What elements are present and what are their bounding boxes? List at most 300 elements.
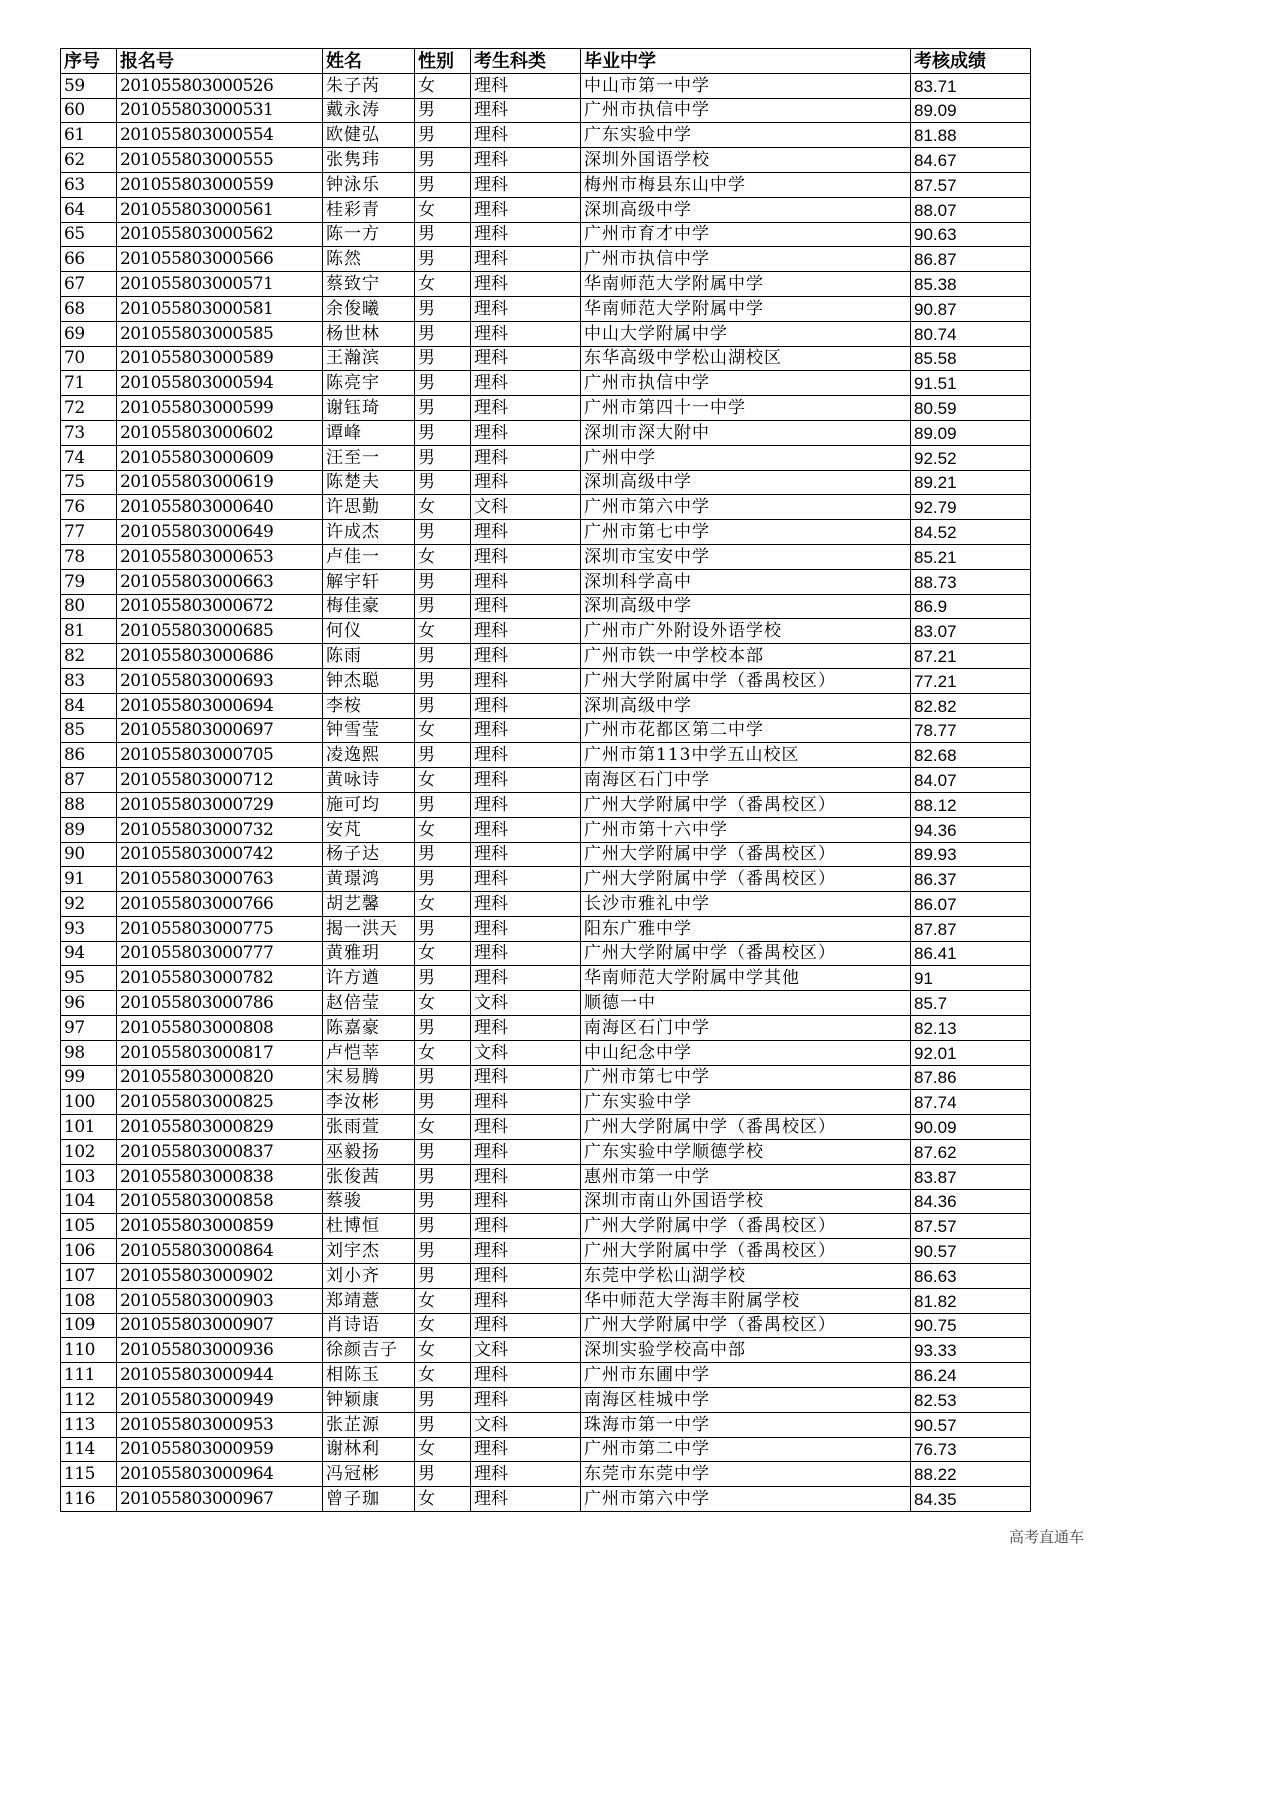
cell-name: 卢佳一 [323, 544, 415, 569]
cell-score: 87.87 [911, 916, 1031, 941]
cell-registration-no: 201055803000672 [117, 594, 323, 619]
cell-subject-type: 理科 [471, 867, 581, 892]
cell-serial: 75 [61, 470, 117, 495]
cell-school: 阳东广雅中学 [581, 916, 911, 941]
table-row [61, 445, 1031, 470]
cell-school: 广州大学附属中学（番禺校区） [581, 867, 911, 892]
header-score: 考核成绩 [911, 49, 1031, 74]
cell-serial: 69 [61, 321, 117, 346]
cell-subject-type: 理科 [471, 718, 581, 743]
cell-school: 东华高级中学松山湖校区 [581, 346, 911, 371]
cell-subject-type: 理科 [471, 1016, 581, 1041]
cell-gender: 男 [415, 371, 471, 396]
cell-gender: 男 [415, 1189, 471, 1214]
table-row [61, 296, 1031, 321]
header-serial: 序号 [61, 49, 117, 74]
cell-serial: 79 [61, 569, 117, 594]
cell-score: 84.67 [911, 148, 1031, 173]
cell-name: 汪至一 [323, 445, 415, 470]
cell-registration-no: 201055803000766 [117, 892, 323, 917]
cell-school: 东莞市东莞中学 [581, 1462, 911, 1487]
cell-school: 深圳高级中学 [581, 693, 911, 718]
cell-name: 陈一方 [323, 222, 415, 247]
cell-registration-no: 201055803000640 [117, 495, 323, 520]
cell-school: 中山市第一中学 [581, 73, 911, 98]
cell-gender: 男 [415, 172, 471, 197]
cell-score: 89.93 [911, 842, 1031, 867]
cell-registration-no: 201055803000653 [117, 544, 323, 569]
cell-score: 78.77 [911, 718, 1031, 743]
cell-subject-type: 理科 [471, 1239, 581, 1264]
cell-score: 86.07 [911, 892, 1031, 917]
cell-name: 揭一洪天 [323, 916, 415, 941]
cell-gender: 女 [415, 718, 471, 743]
cell-subject-type: 文科 [471, 1338, 581, 1363]
cell-registration-no: 201055803000967 [117, 1487, 323, 1512]
cell-subject-type: 理科 [471, 296, 581, 321]
cell-name: 张芷源 [323, 1412, 415, 1437]
cell-gender: 男 [415, 470, 471, 495]
cell-gender: 男 [415, 668, 471, 693]
cell-name: 陈楚夫 [323, 470, 415, 495]
cell-score: 90.63 [911, 222, 1031, 247]
cell-gender: 男 [415, 520, 471, 545]
cell-name: 蔡骏 [323, 1189, 415, 1214]
cell-name: 胡艺馨 [323, 892, 415, 917]
cell-registration-no: 201055803000555 [117, 148, 323, 173]
cell-subject-type: 理科 [471, 396, 581, 421]
cell-score: 77.21 [911, 668, 1031, 693]
cell-serial: 67 [61, 272, 117, 297]
cell-registration-no: 201055803000964 [117, 1462, 323, 1487]
cell-gender: 女 [415, 197, 471, 222]
cell-subject-type: 理科 [471, 1462, 581, 1487]
cell-school: 广州市第十六中学 [581, 817, 911, 842]
cell-serial: 60 [61, 98, 117, 123]
cell-school: 广州市第二中学 [581, 1437, 911, 1462]
cell-score: 87.57 [911, 1214, 1031, 1239]
cell-name: 巫毅扬 [323, 1140, 415, 1165]
cell-school: 广州市第六中学 [581, 1487, 911, 1512]
cell-subject-type: 理科 [471, 693, 581, 718]
table-row [61, 1437, 1031, 1462]
cell-school: 南海区石门中学 [581, 768, 911, 793]
cell-score: 88.22 [911, 1462, 1031, 1487]
cell-subject-type: 理科 [471, 1363, 581, 1388]
cell-subject-type: 理科 [471, 371, 581, 396]
cell-school: 广东实验中学 [581, 123, 911, 148]
cell-serial: 115 [61, 1462, 117, 1487]
cell-subject-type: 理科 [471, 544, 581, 569]
cell-subject-type: 理科 [471, 470, 581, 495]
cell-gender: 男 [415, 123, 471, 148]
cell-serial: 81 [61, 619, 117, 644]
cell-school: 华南师范大学附属中学 [581, 296, 911, 321]
table-row [61, 123, 1031, 148]
cell-name: 赵倍莹 [323, 991, 415, 1016]
cell-serial: 113 [61, 1412, 117, 1437]
cell-subject-type: 理科 [471, 743, 581, 768]
cell-name: 朱子芮 [323, 73, 415, 98]
cell-school: 广州市东圃中学 [581, 1363, 911, 1388]
cell-subject-type: 理科 [471, 668, 581, 693]
cell-name: 凌逸熙 [323, 743, 415, 768]
cell-name: 余俊曦 [323, 296, 415, 321]
cell-score: 90.09 [911, 1115, 1031, 1140]
cell-name: 黄雅玥 [323, 941, 415, 966]
table-row [61, 98, 1031, 123]
cell-school: 广州市执信中学 [581, 98, 911, 123]
cell-gender: 男 [415, 346, 471, 371]
cell-serial: 71 [61, 371, 117, 396]
cell-gender: 男 [415, 1239, 471, 1264]
cell-school: 广州大学附属中学（番禺校区） [581, 941, 911, 966]
cell-subject-type: 理科 [471, 1189, 581, 1214]
cell-registration-no: 201055803000838 [117, 1164, 323, 1189]
cell-serial: 105 [61, 1214, 117, 1239]
cell-registration-no: 201055803000858 [117, 1189, 323, 1214]
cell-school: 中山大学附属中学 [581, 321, 911, 346]
table-row [61, 1239, 1031, 1264]
cell-subject-type: 理科 [471, 346, 581, 371]
cell-gender: 男 [415, 1264, 471, 1289]
cell-gender: 男 [415, 1164, 471, 1189]
cell-registration-no: 201055803000903 [117, 1288, 323, 1313]
cell-name: 安芃 [323, 817, 415, 842]
cell-serial: 88 [61, 792, 117, 817]
cell-registration-no: 201055803000531 [117, 98, 323, 123]
table-row [61, 991, 1031, 1016]
cell-serial: 95 [61, 966, 117, 991]
cell-score: 91 [911, 966, 1031, 991]
cell-name: 黄咏诗 [323, 768, 415, 793]
cell-serial: 87 [61, 768, 117, 793]
cell-serial: 110 [61, 1338, 117, 1363]
cell-name: 桂彩青 [323, 197, 415, 222]
cell-gender: 男 [415, 644, 471, 669]
cell-serial: 76 [61, 495, 117, 520]
cell-name: 杜博恒 [323, 1214, 415, 1239]
cell-registration-no: 201055803000609 [117, 445, 323, 470]
cell-score: 85.7 [911, 991, 1031, 1016]
cell-name: 钟颖康 [323, 1388, 415, 1413]
table-row [61, 892, 1031, 917]
cell-gender: 男 [415, 693, 471, 718]
cell-serial: 90 [61, 842, 117, 867]
cell-score: 89.21 [911, 470, 1031, 495]
cell-score: 92.52 [911, 445, 1031, 470]
table-row [61, 569, 1031, 594]
cell-serial: 116 [61, 1487, 117, 1512]
cell-school: 广州市执信中学 [581, 371, 911, 396]
cell-serial: 66 [61, 247, 117, 272]
cell-subject-type: 理科 [471, 594, 581, 619]
cell-school: 深圳科学高中 [581, 569, 911, 594]
cell-registration-no: 201055803000571 [117, 272, 323, 297]
cell-subject-type: 文科 [471, 991, 581, 1016]
cell-registration-no: 201055803000859 [117, 1214, 323, 1239]
table-row [61, 1412, 1031, 1437]
table-row [61, 1016, 1031, 1041]
cell-registration-no: 201055803000693 [117, 668, 323, 693]
cell-gender: 女 [415, 619, 471, 644]
cell-serial: 62 [61, 148, 117, 173]
cell-name: 宋易腾 [323, 1065, 415, 1090]
cell-subject-type: 理科 [471, 916, 581, 941]
cell-score: 91.51 [911, 371, 1031, 396]
cell-gender: 男 [415, 1065, 471, 1090]
cell-registration-no: 201055803000561 [117, 197, 323, 222]
cell-name: 刘宇杰 [323, 1239, 415, 1264]
cell-serial: 97 [61, 1016, 117, 1041]
cell-serial: 94 [61, 941, 117, 966]
cell-subject-type: 理科 [471, 1313, 581, 1338]
table-row [61, 1388, 1031, 1413]
cell-serial: 64 [61, 197, 117, 222]
cell-school: 华南师范大学附属中学 [581, 272, 911, 297]
cell-name: 黄璟鸿 [323, 867, 415, 892]
cell-serial: 106 [61, 1239, 117, 1264]
cell-gender: 女 [415, 272, 471, 297]
table-row [61, 743, 1031, 768]
cell-serial: 114 [61, 1437, 117, 1462]
cell-gender: 女 [415, 941, 471, 966]
cell-gender: 女 [415, 817, 471, 842]
cell-school: 深圳市宝安中学 [581, 544, 911, 569]
cell-score: 84.52 [911, 520, 1031, 545]
cell-name: 许成杰 [323, 520, 415, 545]
cell-school: 顺德一中 [581, 991, 911, 1016]
cell-registration-no: 201055803000820 [117, 1065, 323, 1090]
cell-gender: 女 [415, 768, 471, 793]
cell-name: 许方遒 [323, 966, 415, 991]
cell-registration-no: 201055803000712 [117, 768, 323, 793]
table-row [61, 1214, 1031, 1239]
cell-gender: 女 [415, 1115, 471, 1140]
cell-subject-type: 理科 [471, 1090, 581, 1115]
cell-name: 陈雨 [323, 644, 415, 669]
table-row [61, 544, 1031, 569]
cell-school: 南海区桂城中学 [581, 1388, 911, 1413]
cell-serial: 61 [61, 123, 117, 148]
cell-score: 88.07 [911, 197, 1031, 222]
cell-subject-type: 理科 [471, 272, 581, 297]
table-row [61, 867, 1031, 892]
cell-name: 钟泳乐 [323, 172, 415, 197]
cell-serial: 101 [61, 1115, 117, 1140]
table-row [61, 272, 1031, 297]
cell-name: 张雨萱 [323, 1115, 415, 1140]
cell-name: 陈嘉豪 [323, 1016, 415, 1041]
cell-school: 梅州市梅县东山中学 [581, 172, 911, 197]
table-row [61, 346, 1031, 371]
header-name: 姓名 [323, 49, 415, 74]
cell-subject-type: 文科 [471, 1412, 581, 1437]
table-row [61, 321, 1031, 346]
cell-score: 84.36 [911, 1189, 1031, 1214]
cell-name: 许思勤 [323, 495, 415, 520]
cell-school: 长沙市雅礼中学 [581, 892, 911, 917]
cell-score: 86.87 [911, 247, 1031, 272]
cell-subject-type: 文科 [471, 495, 581, 520]
cell-gender: 女 [415, 892, 471, 917]
cell-school: 中山纪念中学 [581, 1040, 911, 1065]
cell-score: 84.07 [911, 768, 1031, 793]
cell-subject-type: 理科 [471, 768, 581, 793]
cell-score: 92.01 [911, 1040, 1031, 1065]
cell-subject-type: 理科 [471, 420, 581, 445]
cell-registration-no: 201055803000808 [117, 1016, 323, 1041]
header-gender: 性别 [415, 49, 471, 74]
cell-school: 广州市广外附设外语学校 [581, 619, 911, 644]
table-row [61, 693, 1031, 718]
cell-serial: 84 [61, 693, 117, 718]
cell-gender: 男 [415, 148, 471, 173]
cell-serial: 96 [61, 991, 117, 1016]
cell-name: 杨子达 [323, 842, 415, 867]
cell-name: 谢钰琦 [323, 396, 415, 421]
cell-registration-no: 201055803000705 [117, 743, 323, 768]
table-row [61, 1338, 1031, 1363]
cell-name: 陈亮宇 [323, 371, 415, 396]
table-row [61, 1164, 1031, 1189]
cell-gender: 男 [415, 916, 471, 941]
cell-name: 施可均 [323, 792, 415, 817]
cell-registration-no: 201055803000686 [117, 644, 323, 669]
cell-gender: 男 [415, 1140, 471, 1165]
cell-serial: 109 [61, 1313, 117, 1338]
cell-subject-type: 理科 [471, 619, 581, 644]
cell-serial: 92 [61, 892, 117, 917]
table-row [61, 1140, 1031, 1165]
cell-school: 深圳外国语学校 [581, 148, 911, 173]
cell-registration-no: 201055803000697 [117, 718, 323, 743]
cell-registration-no: 201055803000786 [117, 991, 323, 1016]
table-row [61, 1090, 1031, 1115]
cell-name: 蔡致宁 [323, 272, 415, 297]
cell-score: 85.21 [911, 544, 1031, 569]
candidate-table [60, 48, 1031, 1512]
cell-serial: 93 [61, 916, 117, 941]
cell-school: 广州市第六中学 [581, 495, 911, 520]
cell-subject-type: 理科 [471, 321, 581, 346]
cell-name: 李桉 [323, 693, 415, 718]
cell-gender: 男 [415, 569, 471, 594]
cell-score: 88.12 [911, 792, 1031, 817]
cell-subject-type: 理科 [471, 1437, 581, 1462]
cell-registration-no: 201055803000599 [117, 396, 323, 421]
cell-school: 广州市第七中学 [581, 520, 911, 545]
cell-score: 82.13 [911, 1016, 1031, 1041]
cell-score: 81.88 [911, 123, 1031, 148]
cell-registration-no: 201055803000729 [117, 792, 323, 817]
cell-subject-type: 理科 [471, 520, 581, 545]
cell-subject-type: 理科 [471, 941, 581, 966]
cell-subject-type: 理科 [471, 1164, 581, 1189]
cell-registration-no: 201055803000566 [117, 247, 323, 272]
cell-score: 87.74 [911, 1090, 1031, 1115]
cell-subject-type: 理科 [471, 644, 581, 669]
cell-gender: 女 [415, 1487, 471, 1512]
cell-gender: 女 [415, 1363, 471, 1388]
cell-score: 90.87 [911, 296, 1031, 321]
table-row [61, 941, 1031, 966]
cell-score: 83.07 [911, 619, 1031, 644]
cell-registration-no: 201055803000936 [117, 1338, 323, 1363]
cell-serial: 63 [61, 172, 117, 197]
cell-serial: 103 [61, 1164, 117, 1189]
cell-score: 89.09 [911, 98, 1031, 123]
cell-serial: 77 [61, 520, 117, 545]
cell-subject-type: 理科 [471, 817, 581, 842]
cell-name: 张隽玮 [323, 148, 415, 173]
cell-gender: 女 [415, 1040, 471, 1065]
cell-score: 81.82 [911, 1288, 1031, 1313]
table-row [61, 644, 1031, 669]
table-row [61, 1040, 1031, 1065]
table-row [61, 817, 1031, 842]
cell-school: 广东实验中学 [581, 1090, 911, 1115]
table-row [61, 172, 1031, 197]
cell-school: 广州市铁一中学校本部 [581, 644, 911, 669]
table-row [61, 1264, 1031, 1289]
table-row [61, 1462, 1031, 1487]
cell-school: 深圳高级中学 [581, 197, 911, 222]
cell-score: 88.73 [911, 569, 1031, 594]
table-row [61, 768, 1031, 793]
cell-serial: 102 [61, 1140, 117, 1165]
watermark-text: 高考直通车 [1008, 1528, 1084, 1546]
cell-serial: 83 [61, 668, 117, 693]
cell-registration-no: 201055803000817 [117, 1040, 323, 1065]
cell-registration-no: 201055803000526 [117, 73, 323, 98]
cell-school: 广州市执信中学 [581, 247, 911, 272]
table-row [61, 842, 1031, 867]
cell-registration-no: 201055803000589 [117, 346, 323, 371]
cell-subject-type: 理科 [471, 892, 581, 917]
cell-serial: 74 [61, 445, 117, 470]
cell-score: 86.63 [911, 1264, 1031, 1289]
cell-score: 80.59 [911, 396, 1031, 421]
cell-score: 92.79 [911, 495, 1031, 520]
cell-subject-type: 理科 [471, 73, 581, 98]
cell-serial: 99 [61, 1065, 117, 1090]
cell-name: 李汝彬 [323, 1090, 415, 1115]
cell-name: 刘小齐 [323, 1264, 415, 1289]
cell-gender: 男 [415, 445, 471, 470]
cell-school: 珠海市第一中学 [581, 1412, 911, 1437]
cell-name: 卢恺莘 [323, 1040, 415, 1065]
cell-serial: 86 [61, 743, 117, 768]
cell-school: 深圳实验学校高中部 [581, 1338, 911, 1363]
cell-school: 广州大学附属中学（番禺校区） [581, 1115, 911, 1140]
cell-gender: 男 [415, 98, 471, 123]
cell-gender: 女 [415, 991, 471, 1016]
cell-school: 南海区石门中学 [581, 1016, 911, 1041]
cell-score: 94.36 [911, 817, 1031, 842]
cell-serial: 59 [61, 73, 117, 98]
cell-subject-type: 理科 [471, 966, 581, 991]
table-row [61, 148, 1031, 173]
cell-school: 广州大学附属中学（番禺校区） [581, 792, 911, 817]
cell-gender: 女 [415, 1437, 471, 1462]
table-row [61, 1487, 1031, 1512]
cell-serial: 100 [61, 1090, 117, 1115]
table-row [61, 916, 1031, 941]
table-row [61, 1115, 1031, 1140]
cell-name: 欧健弘 [323, 123, 415, 148]
cell-registration-no: 201055803000829 [117, 1115, 323, 1140]
